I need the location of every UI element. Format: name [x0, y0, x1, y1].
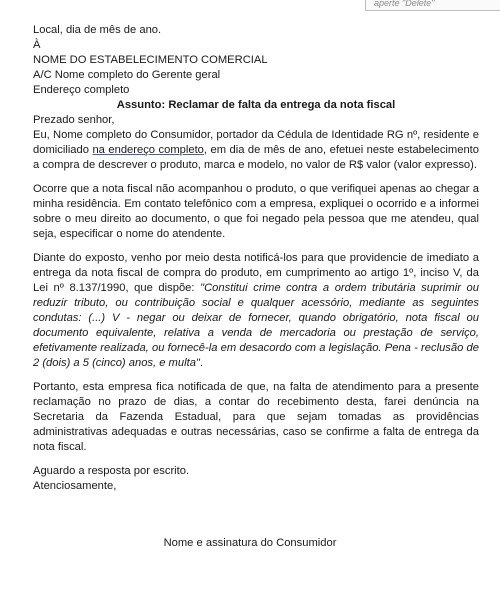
waiting-line: Aguardo a resposta por escrito.: [33, 465, 190, 477]
establishment-name: NOME DO ESTABELECIMENTO COMERCIAL: [33, 54, 268, 66]
paragraph-3: [33, 251, 479, 371]
delete-hint-text: aperte "Delete": [374, 0, 435, 8]
letter-body: [33, 23, 479, 494]
paragraph-3-start: Diante do exposto, venho por meio desta notificá-los para que providencie de imediato a entrega da nota fiscal de compra do produto, em cumprimento ao artigo 1º, inciso V, da Lei nº 8.137/1990, que dispõe:: [33, 252, 479, 294]
place-date: Local, dia de mês de ano.: [33, 24, 162, 36]
paragraph-1-start: Eu, Nome completo do Consumidor, portador da Cédula de Identidade RG nº, residente e domiciliado: [33, 129, 479, 156]
paragraph-1-end: , em dia de mês de ano, efetuei neste estabelecimento a compra de descrever o produto, marca e modelo, no valor de R$ valor (valor expresso).: [33, 144, 480, 171]
top-right-field: [365, 0, 500, 11]
paragraph-1: [33, 128, 479, 173]
address-line: Endereço completo: [33, 84, 130, 96]
paragraph-3-end: .: [199, 357, 203, 369]
paragraph-2: Ocorre que a nota fiscal não acompanhou o produto, o que verifiquei apenas ao chegar a minha residência. Em contato telefônico com a empresa, expliquei o ocorrido e a informei sobre o meu direito ao documento, o que foi negado pela pessoa que me atendeu, qual seja, especificar o nome do atendente.: [33, 183, 479, 240]
recipient-to: À: [33, 39, 41, 51]
attention-line: A/C Nome completo do Gerente geral: [33, 69, 221, 81]
address-placeholder: na endereço completo: [92, 144, 204, 156]
law-quote: "Constitui crime contra a ordem tributária suprimir ou reduzir tributo, ou contribuição social e qualquer acessório, mediante as seguintes condutas: (...) V - negar ou deixar de fornecer, quando obrigatório, nota fiscal ou documento equivalente, relativa a venda de mercadoria ou prestação de serviço, efetivamente realizada, ou fornecê-la em desacordo com a legislação. Pena - reclusão de 2 (dois) a 5 (cinco) anos, e multa": [33, 282, 479, 369]
closing-line: Atenciosamente,: [33, 480, 117, 492]
salutation: Prezado senhor,: [33, 114, 115, 126]
paragraph-4: Portanto, esta empresa fica notificada de que, na falta de atendimento para a presente reclamação no prazo de dias, a contar do recebimento desta, farei denúncia na Secretaria da Fazenda Estadual, para que sejam tomadas as providências administrativas adequadas e outras necessárias, caso se confirme a falta de entrega da nota fiscal.: [33, 381, 479, 453]
signature-line: Nome e assinatura do Consumidor: [163, 537, 337, 549]
subject-line: Assunto: Reclamar de falta da entrega da nota fiscal: [116, 99, 396, 111]
